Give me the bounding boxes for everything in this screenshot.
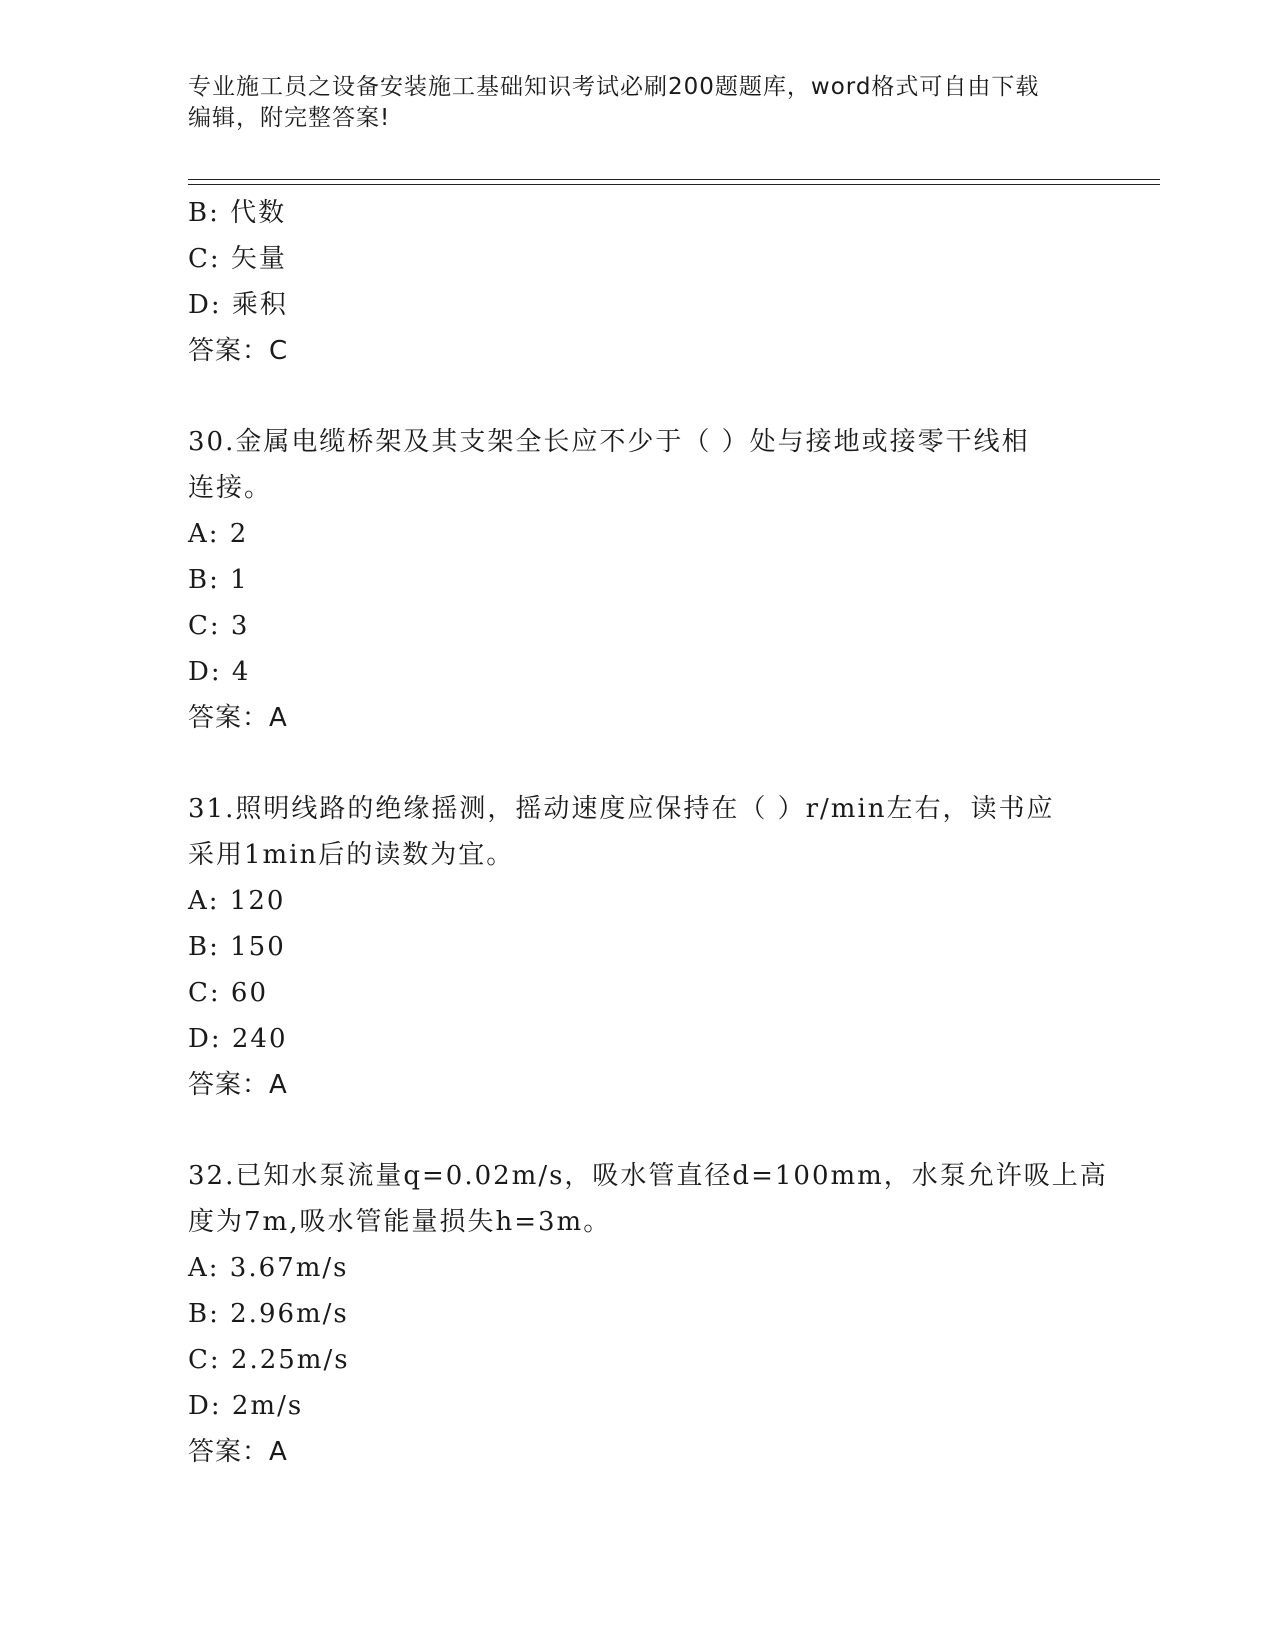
option-b: B: 1 <box>188 565 249 595</box>
option-d: D: 4 <box>188 657 251 687</box>
question-stem-continued: 连接。 <box>188 473 273 503</box>
answer-line: 答案：A <box>188 1070 288 1100</box>
answer-line: 答案：A <box>188 703 288 733</box>
option-d: D: 乘积 <box>188 290 288 320</box>
question-32 <box>188 1153 1108 1475</box>
question-stem-continued: 度为7m,吸水管能量损失h=3m。 <box>188 1207 612 1237</box>
option-c: C: 60 <box>188 978 269 1008</box>
option-c: C: 2.25m/s <box>188 1345 350 1375</box>
option-d: D: 240 <box>188 1024 288 1054</box>
question-stem: 31.照明线路的绝缘摇测，摇动速度应保持在（ ）r/min左右，读书应 <box>188 794 1055 824</box>
header-title-line2: 编辑，附完整答案! <box>188 105 391 131</box>
question-stem-continued: 采用1min后的读数为宜。 <box>188 840 515 870</box>
option-d: D: 2m/s <box>188 1391 304 1421</box>
question-stem: 30.金属电缆桥架及其支架全长应不少于（ ）处与接地或接零干线相 <box>188 427 1030 457</box>
option-a: A: 3.67m/s <box>188 1253 349 1283</box>
option-a: A: 2 <box>188 519 249 549</box>
option-c: C: 矢量 <box>188 244 287 274</box>
header-divider-bottom <box>188 184 1160 185</box>
question-stem: 32.已知水泵流量q=0.02m/s，吸水管直径d=100mm，水泵允许吸上高 <box>188 1161 1108 1191</box>
option-b: B: 2.96m/s <box>188 1299 349 1329</box>
question-31 <box>188 786 1088 1108</box>
option-a: A: 120 <box>188 886 286 916</box>
option-b: B: 150 <box>188 932 286 962</box>
page-header <box>188 72 1088 134</box>
option-b: B: 代数 <box>188 198 287 228</box>
header-divider-top <box>188 179 1160 180</box>
option-c: C: 3 <box>188 611 250 641</box>
previous-question-tail <box>188 190 1088 374</box>
question-list <box>188 190 1108 1475</box>
answer-line: 答案：C <box>188 336 289 366</box>
header-title-line1: 专业施工员之设备安装施工基础知识考试必刷200题题库，word格式可自由下载 <box>188 74 1040 100</box>
answer-line: 答案：A <box>188 1437 288 1467</box>
question-30 <box>188 419 1088 741</box>
